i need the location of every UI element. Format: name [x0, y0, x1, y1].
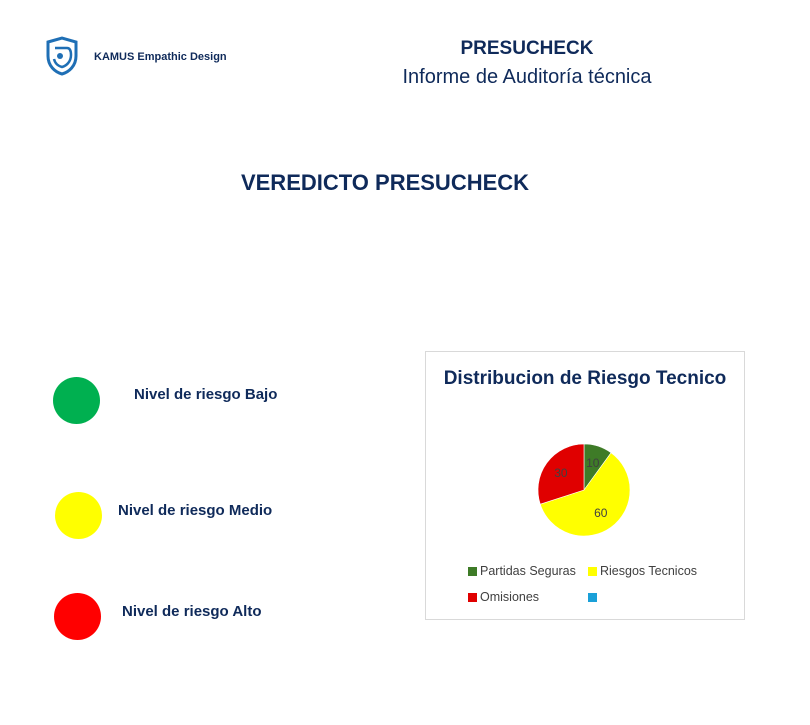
legend-label: Partidas Seguras: [480, 564, 576, 578]
legend-label: Riesgos Tecnicos: [600, 564, 698, 578]
verdict-heading: VEREDICTO PRESUCHECK: [240, 170, 530, 195]
legend-swatch: [588, 567, 597, 576]
risk-high-indicator: [54, 593, 101, 640]
legend-item-omisiones: [468, 590, 539, 604]
pie-data-label: 30: [554, 466, 568, 481]
risk-high-label: Nivel de riesgo Alto: [122, 603, 262, 620]
legend-item-unnamed: [588, 590, 600, 604]
risk-low-indicator: [53, 377, 100, 424]
kamus-logo-icon: [44, 36, 80, 76]
risk-medium-label: Nivel de riesgo Medio: [118, 502, 273, 519]
report-title: PRESUCHECK: [460, 38, 594, 59]
report-subtitle: Informe de Auditoría técnica: [402, 66, 652, 88]
risk-low-label: Nivel de riesgo Bajo: [134, 386, 278, 403]
legend-swatch: [468, 567, 477, 576]
legend-swatch: [468, 593, 477, 602]
pie-chart: [534, 440, 634, 540]
legend-swatch: [588, 593, 597, 602]
legend-item-riesgos-tecnicos: [588, 564, 697, 578]
legend-item-partidas-seguras: [468, 564, 576, 578]
risk-distribution-chart: [425, 351, 745, 620]
risk-medium-indicator: [55, 492, 102, 539]
chart-title: Distribucion de Riesgo Tecnico: [443, 368, 727, 389]
pie-data-label: 60: [594, 506, 608, 521]
brand-name: KAMUS Empathic Design: [94, 51, 227, 63]
pie-data-label: 10: [586, 455, 600, 470]
legend-label: Omisiones: [480, 590, 540, 604]
